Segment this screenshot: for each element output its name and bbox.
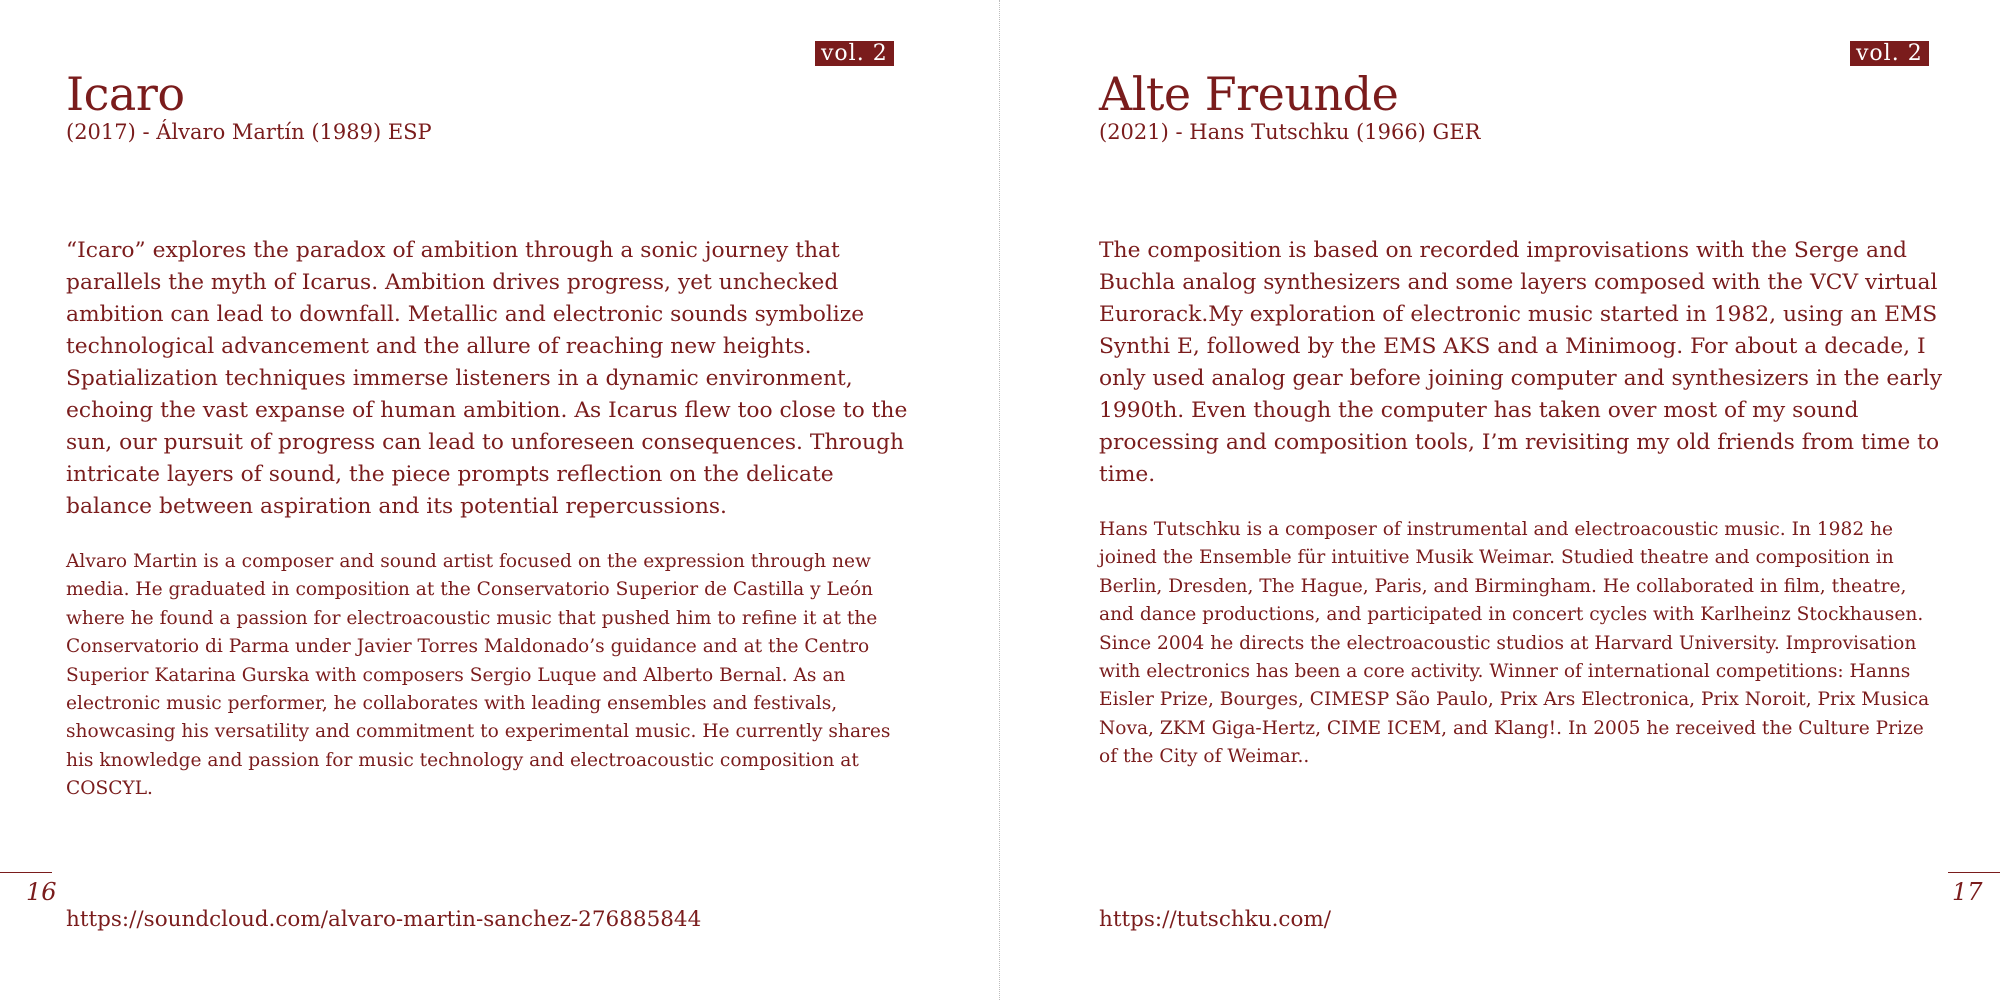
piece-subtitle: (2017) - Álvaro Martín (1989) ESP [66,120,432,144]
composer-bio: Alvaro Martin is a composer and sound artist focused on the expression through new media. He graduated in composition at the Conservatorio Superior de Castilla y León where he found a passion for electroacoustic music that pushed him to refine it at the Conservatorio di Parma under Javier Torres Maldonado’s guidance and at the Centro Superior Katarina Gurska with composers Sergio Luque and Alberto Bernal. As an electronic music performer, he collaborates with leading ensembles and festivals, showcasing his versatility and commitment to experimental music. He currently shares his knowledge and passion for music technology and electroacoustic composition at COSCYL. [66,551,891,800]
page-number: 16 [26,878,57,906]
piece-description: The composition is based on recorded improvisations with the Serge and Buchla analog synthesizers and some layers composed with the VCV virtual Eurorack.My exploration of electronic music started in 1982, using an EMS Synthi E, followed by the EMS AKS and a Minimoog. For about a decade, I only used analog gear before joining computer and synthesizers in the early 1990th. Even though the computer has taken over most of my sound processing and composition tools, I’m revisiting my old friends from time to time. [1099,238,1943,487]
piece-title: Alte Freunde [1099,67,1399,121]
page-number-rule [0,872,52,873]
vol-badge: vol. 2 [1850,41,1929,66]
page-number: 17 [1952,878,1983,906]
vol-badge: vol. 2 [815,41,894,66]
composer-bio: Hans Tutschku is a composer of instrumental and electroacoustic music. In 1982 he joined the Ensemble für intuitive Musik Weimar. Studied theatre and composition in Berlin, Dresden, The Hague, Paris, and Birmingham. He collaborated in film, theatre, and dance productions, and participated in concert cycles with Karlheinz Stockhausen. Since 2004 he directs the electroacoustic studios at Harvard University. Improvisation with electronics has been a core activity. Winner of international competitions: Hanns Eisler Prize, Bourges, CIMESP São Paulo, Prix Ars Electronica, Prix Noroit, Prix Musica Nova, ZKM Giga-Hertz, CIME ICEM, and Klang!. In 2005 he received the Culture Prize of the City of Weimar.. [1099,519,1930,768]
page-number-rule [1948,872,2000,873]
composer-link[interactable]: https://tutschku.com/ [1099,907,1332,932]
piece-description: “Icaro” explores the paradox of ambition through a sonic journey that parallels the myth of Icarus. Ambition drives progress, yet unchecked ambition can lead to downfall. Metallic and electronic sounds symbolize technological advancement and the allure of reaching new heights. Spatialization techniques immerse listeners in a dynamic environment, echoing the vast expanse of human ambition. As Icarus flew too close to the sun, our pursuit of progress can lead to unforeseen consequences. Through intricate layers of sound, the piece prompts reflection on the delicate balance between aspiration and its potential repercussions. [66,238,908,519]
composer-link[interactable]: https://soundcloud.com/alvaro-martin-sanchez-276885844 [66,907,702,932]
piece-subtitle: (2021) - Hans Tutschku (1966) GER [1099,120,1481,144]
piece-title: Icaro [66,67,185,121]
right-page [1000,0,2000,1000]
